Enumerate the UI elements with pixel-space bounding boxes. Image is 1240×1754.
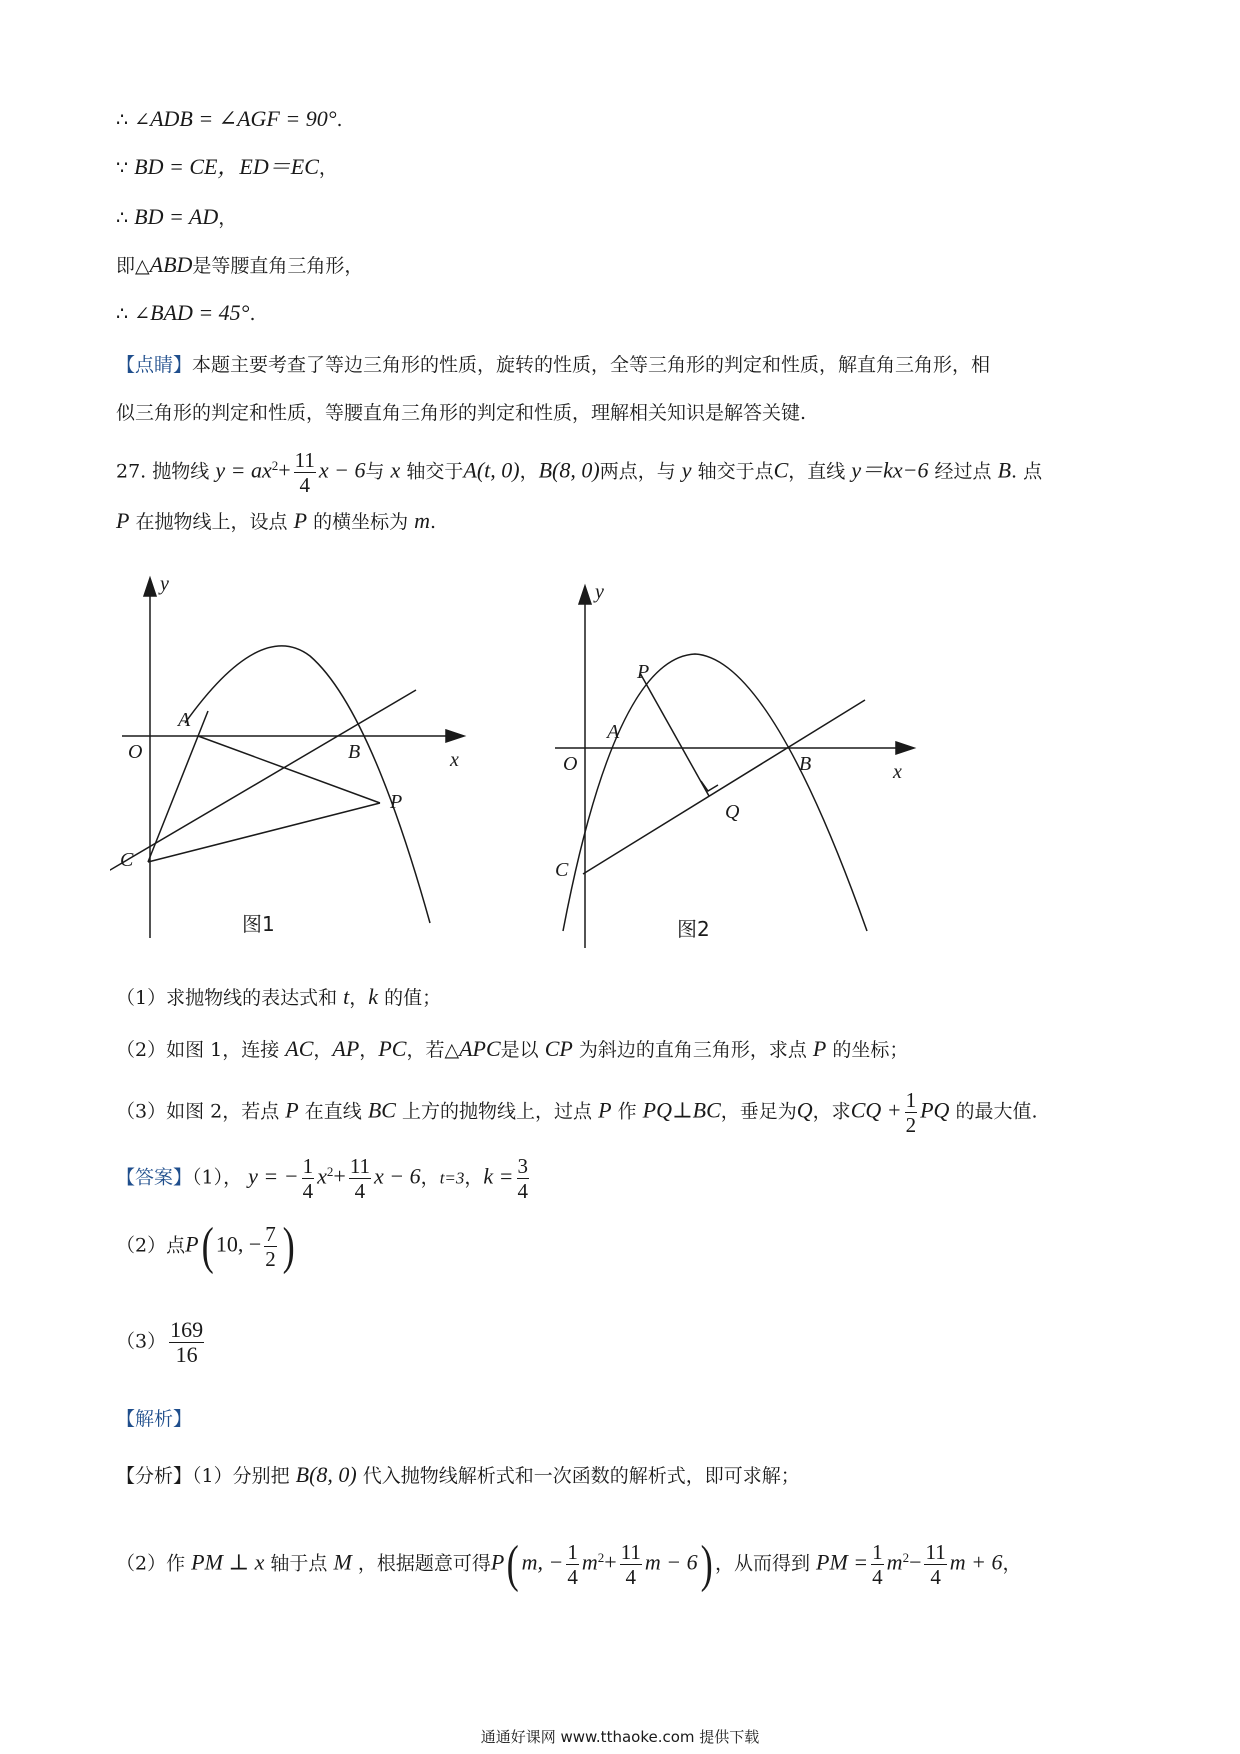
question-text: 上方的抛物线上，过点 (402, 1100, 593, 1123)
proof-text: 即△ (116, 255, 150, 277)
answer-math: x − 6 (374, 1163, 421, 1189)
line-equation: y＝kx−6 (851, 457, 929, 483)
question-math: P (285, 1097, 299, 1123)
question-text: ， (349, 987, 369, 1009)
question-text: ， (359, 1039, 379, 1061)
analysis-text: 代入抛物线解析式和一次函数的解析式，即可求解； (362, 1465, 800, 1487)
question-text: 是以 (500, 1039, 539, 1061)
fraction (349, 1154, 371, 1203)
problem-text: 抛物线 (152, 460, 210, 483)
analysis-text: （1）分别把 (192, 1465, 290, 1487)
label-a: A (178, 709, 191, 731)
analysis-math: P (490, 1549, 505, 1575)
label-b: B (348, 741, 361, 763)
numerator: 11 (294, 448, 315, 472)
denominator: 4 (567, 1565, 578, 1589)
numerator: 1 (905, 1088, 917, 1112)
answer-text: ， (420, 1166, 440, 1189)
problem-text: . 点 (1011, 460, 1043, 483)
fraction (294, 448, 316, 497)
analysis-text: ，根据题意可得 (357, 1552, 491, 1575)
comment-tag: 【点睛】 (116, 354, 193, 376)
comment-text: 本题主要考查了等边三角形的性质，旋转的性质，全等三角形的判定和性质，解直角三角形，相 (192, 354, 991, 376)
question-text: 的最大值. (955, 1100, 1038, 1123)
analysis-subtag: 【分析】 (116, 1465, 193, 1487)
footer-text: 通通好课网 www.tthaoke.com 提供下载 (480, 1728, 760, 1746)
answer-math: x (317, 1163, 327, 1189)
point-c: C (773, 457, 789, 483)
fraction (302, 1154, 315, 1203)
denominator: 4 (302, 1179, 314, 1203)
numerator: 11 (349, 1154, 371, 1178)
answer-text: （3） (116, 1330, 167, 1353)
question-math: PC (378, 1036, 407, 1061)
numerator: 11 (620, 1540, 641, 1564)
point-p: P (293, 508, 308, 533)
problem-text: 在抛物线上，设点 (135, 511, 288, 533)
label-x: x (450, 749, 459, 771)
proof-line-1 (116, 104, 343, 135)
label-c: C (555, 859, 569, 881)
y-axis-arrow (579, 586, 591, 604)
analysis-math: + (604, 1549, 617, 1575)
denominator: 2 (905, 1113, 917, 1137)
answer-tag: 【答案】 (116, 1166, 193, 1189)
proof-line-4 (116, 250, 363, 281)
problem-math: x − 6 (318, 457, 366, 483)
proof-math: BD = CE，ED＝EC (134, 154, 319, 179)
proof-line-2 (116, 152, 338, 183)
paren-open: ( (506, 1535, 520, 1593)
question-math: PQ⊥BC (642, 1097, 721, 1123)
problem-text: 两点，与 (599, 460, 676, 483)
point-p: P (116, 508, 130, 533)
question-math: AC (285, 1036, 314, 1061)
proof-text: ∴ ∠ (116, 109, 151, 131)
question-text: 为斜边的直角三角形，求点 (578, 1039, 807, 1061)
proof-text: . (249, 303, 256, 325)
question-text: （3）如图 2，若点 (116, 1100, 280, 1123)
analysis-math: PM = (816, 1549, 869, 1575)
line-bc (583, 700, 865, 874)
problem-text: 经过点 (934, 460, 992, 483)
answer-text: （2）点 (116, 1234, 186, 1257)
comment-line-2 (116, 398, 806, 428)
problem-math: + (278, 457, 291, 483)
figure-2-caption: 图2 (677, 917, 710, 941)
label-x: x (893, 761, 902, 783)
analysis-2 (116, 1535, 1022, 1593)
proof-math: BD = AD (134, 204, 219, 229)
denominator: 4 (354, 1179, 366, 1203)
exponent: 2 (326, 1164, 334, 1180)
analysis-math: B(8, 0) (295, 1462, 357, 1487)
proof-math: BAD = 45° (150, 300, 250, 325)
problem-text: ， (519, 460, 539, 483)
question-math: CQ + (850, 1097, 902, 1123)
numerator: 11 (925, 1540, 946, 1564)
question-text: 的值； (384, 987, 442, 1009)
answer-text: ， (464, 1166, 484, 1189)
numerator: 169 (170, 1317, 204, 1342)
problem-text: ，直线 (788, 460, 846, 483)
question-math: P (812, 1036, 827, 1061)
denominator: 2 (265, 1247, 276, 1271)
segment-ca (148, 711, 208, 862)
answer-math: y = − (248, 1163, 299, 1189)
fraction (169, 1318, 204, 1367)
numerator: 1 (302, 1154, 314, 1178)
analysis-math: − (909, 1549, 922, 1575)
question-math: k (368, 984, 379, 1009)
label-y: y (160, 573, 169, 595)
analysis-text: （2）作 (116, 1552, 186, 1575)
answer-math: 10, − (215, 1231, 262, 1257)
question-text: 作 (617, 1100, 637, 1123)
x-axis-arrow (446, 730, 464, 742)
page-footer (0, 1726, 1240, 1747)
analysis-tag: 【解析】 (116, 1408, 193, 1430)
question-math: P (598, 1097, 612, 1123)
exponent: 2 (597, 1550, 605, 1566)
problem-text: 轴交于 (406, 460, 464, 483)
question-math: APC (459, 1036, 501, 1061)
question-text: ， (313, 1039, 333, 1061)
analysis-tag-line (116, 1404, 192, 1434)
problem-math: x (390, 457, 401, 483)
figure-1 (110, 568, 490, 948)
label-y: y (595, 581, 604, 603)
question-math: BC (367, 1097, 396, 1123)
problem-text: 与 (365, 460, 385, 483)
answer-math: P (185, 1231, 199, 1257)
proof-text: ∵ (116, 157, 135, 179)
question-text: ，若△ (406, 1039, 460, 1061)
fraction (566, 1540, 579, 1589)
proof-text: 是等腰直角三角形， (192, 255, 364, 277)
fraction (871, 1540, 884, 1589)
analysis-text: 轴于点 (270, 1552, 328, 1575)
paren-close: ) (282, 1217, 295, 1275)
y-axis-arrow (144, 578, 156, 596)
proof-text: ， (218, 207, 238, 229)
answer-2 (116, 1217, 297, 1275)
proof-text: . (336, 109, 343, 131)
proof-text: ∴ (116, 207, 135, 229)
numerator: 1 (567, 1540, 578, 1564)
label-c: C (120, 849, 134, 871)
analysis-math: m, − (521, 1549, 564, 1575)
label-a: A (607, 721, 620, 743)
answer-text: （1）， (192, 1166, 243, 1189)
question-math: PQ (920, 1097, 950, 1123)
problem-line-2 (116, 506, 436, 537)
point-a: A(t, 0) (463, 457, 520, 483)
label-o: O (128, 741, 143, 763)
point-b: B (997, 457, 1012, 483)
fraction (264, 1222, 277, 1271)
question-text: （2）如图 1，连接 (116, 1039, 280, 1061)
question-text: 在直线 (304, 1100, 362, 1123)
question-math: AP (332, 1036, 360, 1061)
question-1 (116, 982, 441, 1013)
fraction (517, 1154, 530, 1203)
numerator: 3 (517, 1154, 529, 1178)
fraction (924, 1540, 946, 1589)
proof-math: ADB = ∠AGF = 90° (150, 106, 337, 131)
question-math: CP (544, 1036, 573, 1061)
question-text: ，求 (812, 1100, 851, 1123)
answer-math: + (333, 1163, 346, 1189)
problem-number: 27. (116, 460, 147, 483)
question-text: （1）求抛物线的表达式和 (116, 987, 338, 1009)
analysis-text: ，从而得到 (714, 1552, 810, 1575)
analysis-math: m + 6 (949, 1549, 1003, 1575)
proof-math: ABD (149, 252, 193, 277)
segment-cp (148, 803, 380, 862)
problem-math: y (681, 457, 692, 483)
segment-pq (640, 673, 709, 796)
denominator: 16 (175, 1342, 198, 1367)
proof-text: ， (318, 157, 338, 179)
figure-2 (545, 578, 925, 958)
numerator: 7 (265, 1222, 276, 1246)
answer-1 (116, 1154, 532, 1203)
analysis-math: PM ⊥ x (191, 1549, 265, 1575)
figure-1-caption: 图1 (242, 912, 275, 936)
denominator: 4 (930, 1565, 941, 1589)
line-bc (110, 690, 416, 873)
denominator: 4 (872, 1565, 883, 1589)
question-text: 的坐标； (832, 1039, 909, 1061)
exponent: 2 (902, 1550, 910, 1566)
label-o: O (563, 753, 578, 775)
proof-line-5 (116, 298, 256, 329)
denominator: 4 (299, 473, 310, 497)
problem-text: . (430, 511, 437, 533)
label-b: B (799, 753, 812, 775)
comment-line-1 (116, 350, 990, 380)
fraction (905, 1088, 918, 1137)
question-math: t (343, 984, 350, 1009)
numerator: 1 (872, 1540, 883, 1564)
proof-line-3 (116, 202, 237, 233)
problem-line-1 (116, 448, 1042, 497)
exponent: 2 (271, 458, 279, 474)
label-p: P (637, 661, 650, 683)
paren-open: ( (201, 1217, 214, 1275)
problem-text: 轴交于点 (697, 460, 774, 483)
denominator: 4 (517, 1179, 529, 1203)
denominator: 4 (625, 1565, 637, 1589)
label-p: P (390, 791, 403, 813)
question-text: ，垂足为 (720, 1100, 797, 1123)
answer-math: k = (483, 1163, 514, 1189)
paren-close: ) (700, 1535, 713, 1593)
point-b: B(8, 0) (538, 457, 600, 483)
analysis-math: m (581, 1549, 598, 1575)
label-q: Q (725, 801, 740, 823)
proof-text: ∴ ∠ (116, 303, 151, 325)
parabola (185, 646, 430, 923)
comment-text: 似三角形的判定和性质，等腰直角三角形的判定和性质，理解相关知识是解答关键. (116, 402, 807, 424)
analysis-text: ， (1002, 1552, 1022, 1575)
analysis-math: M (333, 1549, 352, 1575)
problem-text: 的横坐标为 (313, 511, 409, 533)
answer-math: t=3 (439, 1168, 465, 1188)
fraction (620, 1540, 642, 1589)
question-math: Q (796, 1097, 813, 1123)
question-2 (116, 1034, 908, 1065)
question-3 (116, 1088, 1038, 1137)
problem-math: m (414, 508, 431, 533)
analysis-1 (116, 1460, 800, 1491)
answer-3 (116, 1318, 207, 1367)
problem-math: y = ax (215, 457, 272, 483)
analysis-math: m (886, 1549, 903, 1575)
x-axis-arrow (896, 742, 914, 754)
analysis-math: m − 6 (644, 1549, 698, 1575)
